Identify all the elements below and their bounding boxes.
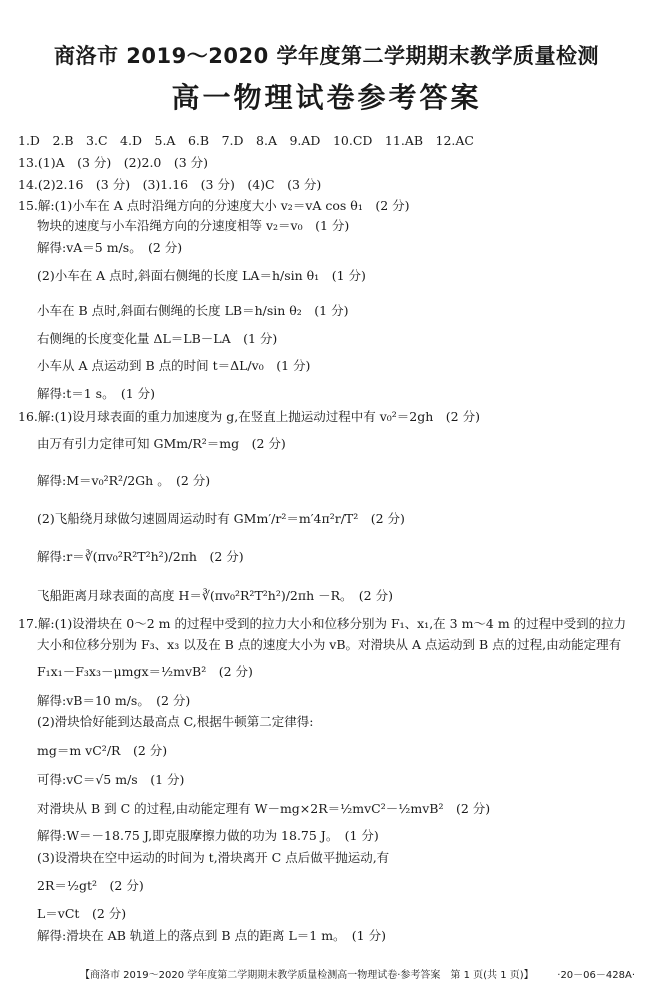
answer-line-15-4: (2)小车在 A 点时,斜面右侧绳的长度 LA＝h/sin θ₁ (1 分) [37, 268, 366, 283]
page-footer: 【商洛市 2019～2020 学年度第二学期期末教学质量检测高一物理试卷·参考答案 第 1 页(共 1 页)】 [80, 970, 534, 981]
answer-line-17-6: mg＝m vC²/R (2 分) [37, 743, 168, 758]
answer-line-16-3: 解得:M＝v₀²R²/2Gh 。 (2 分) [37, 473, 211, 488]
answer-line-15-7: 小车从 A 点运动到 B 点的时间 t＝ΔL/v₀ (1 分) [37, 358, 311, 373]
answer-line-17-9: 解得:W＝－18.75 J,即克服摩擦力做的功为 18.75 J。 (1 分) [37, 828, 379, 843]
answer-line-17-8: 对滑块从 B 到 C 的过程,由动能定理有 W－mg×2R＝½mvC²－½mvB² (2 分) [37, 801, 491, 816]
answer-line-15-3: 解得:vA＝5 m/s。 (2 分) [37, 240, 183, 255]
answer-line-17-10: (3)设滑块在空中运动的时间为 t,滑块离开 C 点后做平抛运动,有 [37, 850, 390, 865]
answer-line-16-4: (2)飞船绕月球做匀速圆周运动时有 GMm′/r²＝m′4π²r/T² (2 分) [37, 511, 405, 526]
document-code: ·20－06－428A· [557, 970, 635, 981]
answer-line-15-1: 15.解:(1)小车在 A 点时沿绳方向的分速度大小 v₂＝vA cos θ₁ (2 分) [18, 198, 410, 213]
answer-line-16-5: 解得:r＝∛(πv₀²R²T²h²)/2πh (2 分) [37, 549, 244, 564]
answer-line-17-3: F₁x₁－F₃x₃－μmgx＝½mvB² (2 分) [37, 664, 253, 679]
answer-line-16-2: 由万有引力定律可知 GMm/R²＝mg (2 分) [37, 436, 286, 451]
answer-line-17-11: 2R＝½gt² (2 分) [37, 878, 144, 893]
answer-line-16-6: 飞船距离月球表面的高度 H＝∛(πv₀²R²T²h²)/2πh －R。 (2 分) [37, 588, 393, 603]
answer-line-17-2: 大小和位移分别为 F₃、x₃ 以及在 B 点的速度大小为 vB。对滑块从 A 点运动到 B 点的过程,由动能定理有 [37, 637, 622, 652]
answer-line-16-1: 16.解:(1)设月球表面的重力加速度为 g,在竖直上抛运动过程中有 v₀²＝2gh (2 分) [18, 409, 480, 424]
answer-line-15-5: 小车在 B 点时,斜面右侧绳的长度 LB＝h/sin θ₂ (1 分) [37, 303, 349, 318]
answer-key-title: 高一物理试卷参考答案 [171, 81, 482, 114]
answer-line-17-1: 17.解:(1)设滑块在 0～2 m 的过程中受到的拉力大小和位移分别为 F₁、x₁,在 3 m～4 m 的过程中受到的拉力 [18, 616, 627, 631]
exam-title: 商洛市 2019～2020 学年度第二学期期末教学质量检测 [53, 44, 599, 68]
answer-line-15-8: 解得:t＝1 s。 (1 分) [37, 386, 156, 401]
answer-line-17-7: 可得:vC＝√5 m/s (1 分) [37, 772, 185, 787]
answer-line-15-2: 物块的速度与小车沿绳方向的分速度相等 v₂＝v₀ (1 分) [37, 218, 350, 233]
answer-line-17-12: L＝vCt (2 分) [37, 906, 127, 921]
answer-line-13: 13.(1)A (3 分) (2)2.0 (3 分) [18, 155, 209, 170]
answer-line-15-6: 右侧绳的长度变化量 ΔL＝LB－LA (1 分) [37, 331, 278, 346]
answer-line-14: 14.(2)2.16 (3 分) (3)1.16 (3 分) (4)C (3 分) [18, 177, 322, 192]
answer-line-17-13: 解得:滑块在 AB 轨道上的落点到 B 点的距离 L＝1 m。 (1 分) [37, 928, 386, 943]
answer-line-17-5: (2)滑块恰好能到达最高点 C,根据牛顿第二定律得: [37, 714, 314, 729]
answer-line-choice: 1.D 2.B 3.C 4.D 5.A 6.B 7.D 8.A 9.AD 10.CD 11.AB 12.AC [18, 133, 474, 148]
answer-line-17-4: 解得:vB＝10 m/s。 (2 分) [37, 693, 191, 708]
